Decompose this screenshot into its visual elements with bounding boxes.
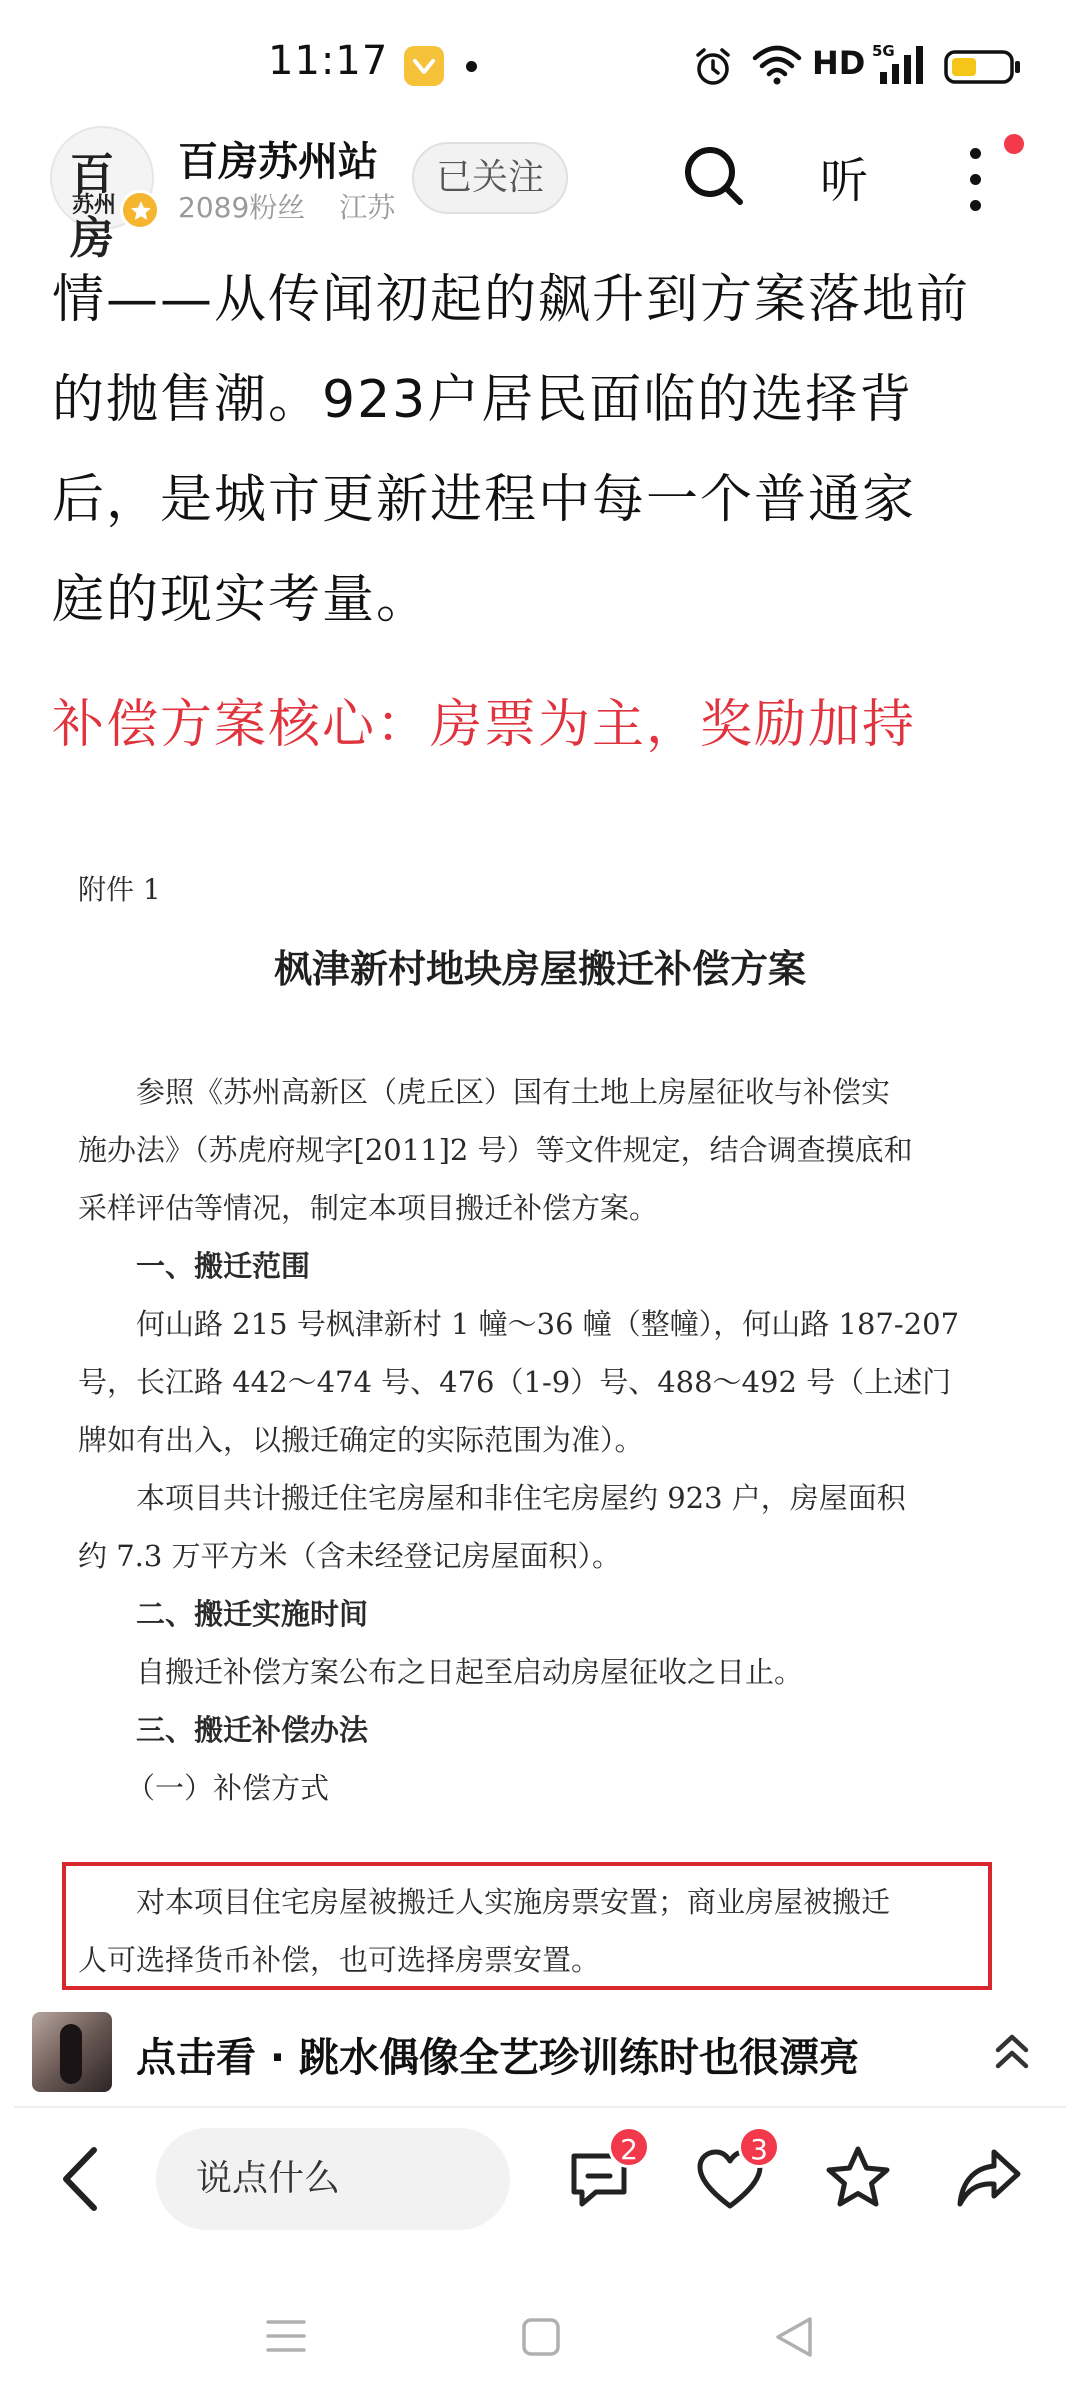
chevron-up-icon[interactable]: [992, 2030, 1032, 2074]
svg-text:5G: 5G: [872, 42, 895, 60]
recommendation-bar[interactable]: [0, 2000, 1080, 2106]
document-attachment-label: 附件 1: [78, 873, 161, 906]
search-icon[interactable]: [680, 142, 748, 210]
menu-icon[interactable]: [264, 2316, 308, 2356]
more-options-icon[interactable]: [960, 140, 990, 220]
comment-input[interactable]: 说点什么: [156, 2128, 510, 2230]
bottom-toolbar: [0, 2108, 1080, 2258]
battery-icon: [944, 50, 1024, 84]
document-line: 自搬迁补偿方案公布之日起至启动房屋征收之日止。: [136, 1655, 804, 1689]
recommendation-thumbnail: [32, 2012, 112, 2092]
document-section-heading: 一、搬迁范围: [136, 1249, 311, 1283]
account-location: 江苏: [339, 191, 396, 224]
document-line: 施办法》（苏虎府规字[2011]2 号）等文件规定，结合调查摸底和: [78, 1133, 913, 1167]
notification-app-icon: [404, 46, 444, 86]
network-hd-label: HD: [812, 44, 866, 82]
back-arrow-icon[interactable]: [56, 2144, 106, 2214]
section-heading: 补偿方案核心：房票为主，奖励加持: [52, 695, 917, 755]
document-highlight-line: 对本项目住宅房屋被搬迁人实施房票安置；商业房屋被搬迁: [136, 1885, 891, 1919]
nav-back-icon[interactable]: [772, 2314, 816, 2360]
account-name[interactable]: 百房苏州站: [178, 139, 378, 185]
recommendation-text: 点击看 · 跳水偶像全艺珍训练时也很漂亮: [136, 2035, 860, 2081]
star-icon[interactable]: [824, 2144, 892, 2212]
document-line: 约 7.3 万平方米（含未经登记房屋面积）。: [78, 1539, 622, 1573]
article-line: 庭的现实考量。: [52, 570, 431, 630]
document-highlight-line: 人可选择货币补偿，也可选择房票安置。: [78, 1943, 601, 1977]
system-navigation-bar: [0, 2280, 1080, 2400]
document-image[interactable]: [52, 826, 1028, 1988]
avatar-logo-subtext: 苏州: [72, 192, 117, 218]
account-meta: [178, 186, 395, 226]
verified-badge-icon: [120, 190, 160, 230]
account-header: [0, 120, 1080, 264]
status-bar: [0, 0, 1080, 120]
document-line: 牌如有出入，以搬迁确定的实际范围为准）。: [78, 1423, 644, 1457]
document-section-heading: 二、搬迁实施时间: [136, 1597, 369, 1631]
article-line: 后，是城市更新进程中每一个普通家: [52, 470, 917, 530]
article-line: 情——从传闻初起的飙升到方案落地前: [52, 270, 971, 330]
article-line: 的抛售潮。923户居民面临的选择背: [52, 370, 914, 430]
document-line: 参照《苏州高新区（虎丘区）国有土地上房屋征收与补偿实: [136, 1075, 891, 1109]
document-line: 何山路 215 号枫津新村 1 幢～36 幢（整幢），何山路 187-207: [136, 1307, 960, 1341]
notification-dot-icon: [466, 61, 477, 72]
document-section-heading: 三、搬迁补偿办法: [136, 1713, 369, 1747]
follow-button[interactable]: 已关注: [412, 142, 568, 214]
document-line: （一）补偿方式: [126, 1771, 330, 1805]
follower-count: 2089粉丝: [178, 191, 306, 224]
notification-dot: [1004, 134, 1024, 154]
thumbnail-figure: [60, 2024, 82, 2084]
document-line: 号，长江路 442～474 号、476（1-9）号、488～492 号（上述门: [78, 1365, 952, 1399]
avatar-logo-text: 百房: [70, 149, 114, 264]
signal-strength-icon: [872, 42, 932, 86]
like-count-badge: 3: [738, 2126, 780, 2168]
listen-button[interactable]: 听: [820, 153, 869, 209]
comment-count-badge: 2: [608, 2126, 650, 2168]
document-title: 枫津新村地块房屋搬迁补偿方案: [273, 946, 806, 991]
article-body: [52, 250, 1032, 650]
alarm-icon: [692, 46, 734, 88]
document-line: 本项目共计搬迁住宅房屋和非住宅房屋约 923 户，房屋面积: [136, 1481, 906, 1515]
document-line: 采样评估等情况，制定本项目搬迁补偿方案。: [78, 1191, 659, 1225]
status-time: 11:17: [268, 38, 389, 84]
wifi-icon: [752, 44, 802, 86]
share-icon[interactable]: [954, 2146, 1024, 2210]
document-highlight-box: [62, 1862, 992, 1990]
home-icon[interactable]: [520, 2316, 562, 2358]
